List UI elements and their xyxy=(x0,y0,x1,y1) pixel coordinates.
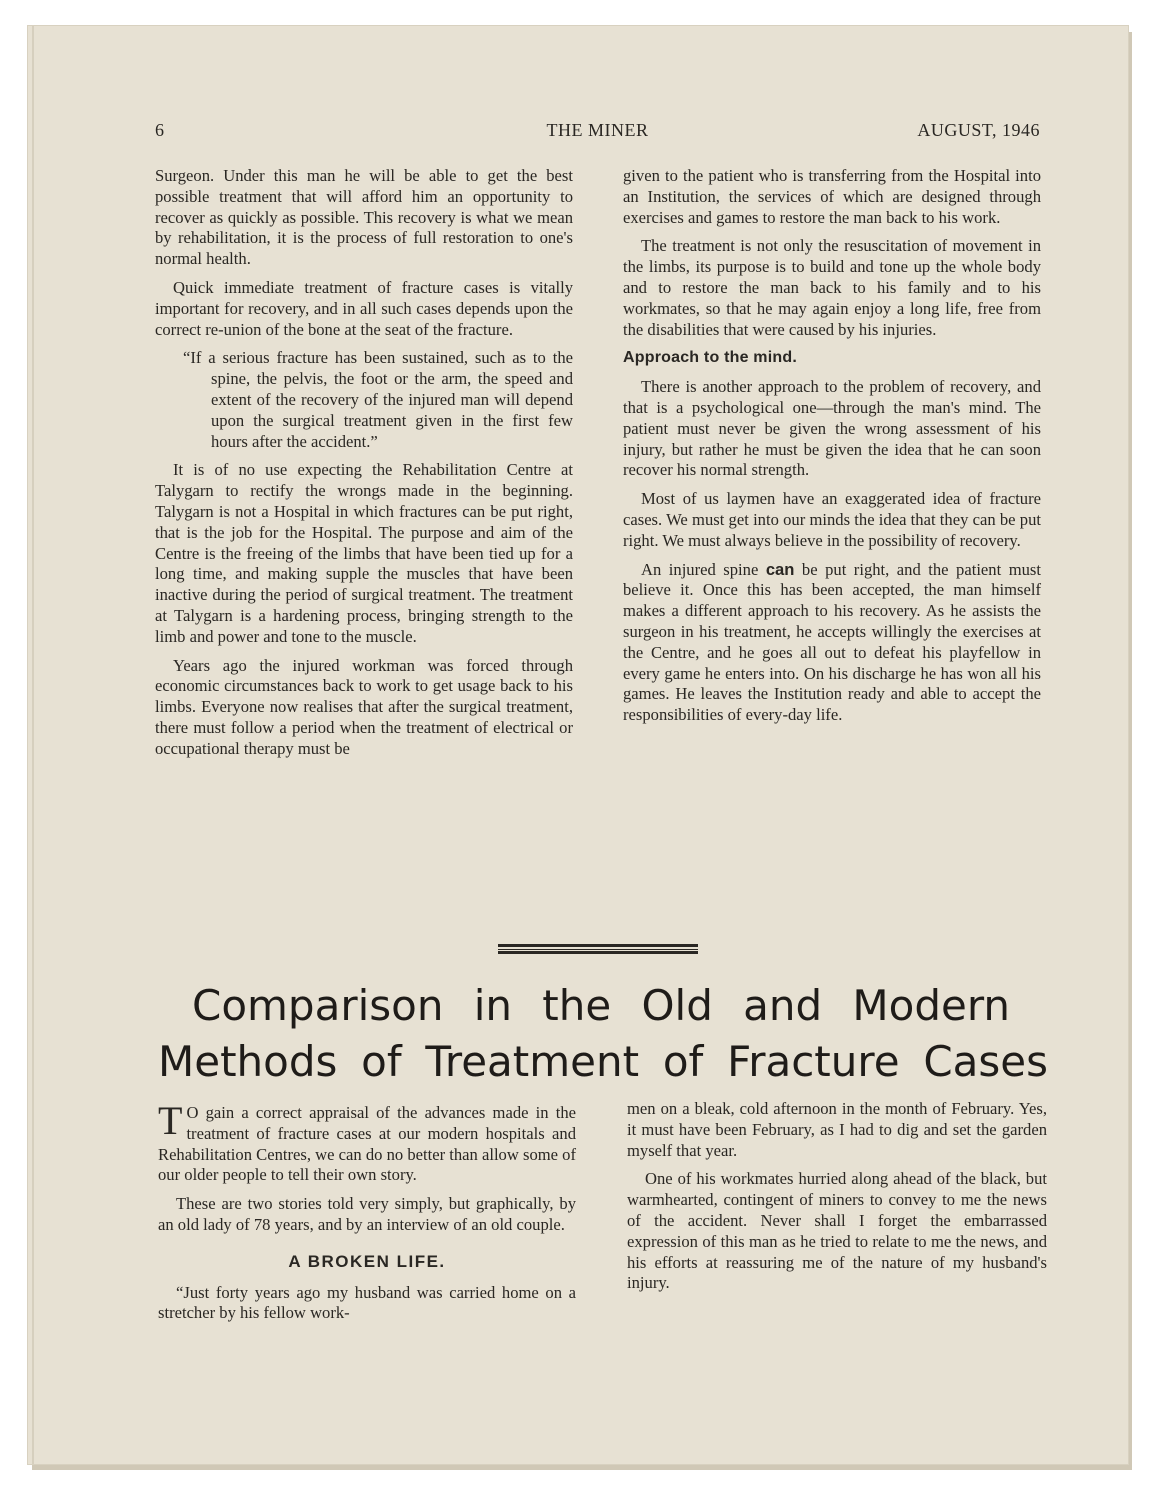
text-run: be put right, and the patient must believe it. Once this has been accepted, the man himself makes a different approach to his recovery. As he assists the surgeon in his treatment, he accepts willingly the exercises at the Centre, and he goes all out to defeat his playfellow in every game he enters into. On his discharge he has won all his games. He leaves the Institution ready and able to accept the responsibilities of every-day life. xyxy=(623,559,1041,725)
subheading: Approach to the mind. xyxy=(623,349,797,367)
paragraph: These are two stories told very simply, but graphically, by an old lady of 78 years, and by an interview of an old couple. xyxy=(158,1194,576,1234)
paragraph: There is another approach to the problem of recovery, and that is a psychological one—through the man's mind. The patient must never be given the wrong assessment of his injury, but rather he must be given the idea that he can soon recover his normal strength. xyxy=(623,377,1041,480)
text-run: O gain a correct appraisal of the advances made in the treatment of fracture cases at our modern hospitals and Rehabilitation Centres, we can do no better than allow some of our older people to tell their own story. xyxy=(158,1103,576,1185)
article2-column-1 xyxy=(158,1098,576,1332)
headline-line-1: Comparison in the Old and Modern xyxy=(192,981,1010,1030)
headline-line-2: Methods of Treatment of Fracture Cases xyxy=(158,1037,1048,1086)
text-run: An injured spine xyxy=(641,559,766,579)
drop-cap: T xyxy=(158,1098,183,1143)
paragraph xyxy=(158,1098,576,1186)
article2-headline xyxy=(158,978,1048,1090)
paragraph: Years ago the injured workman was forced through economic circumstances back to work to get usage back to his limbs. Everyone now realises that after the surgical treatment, there must follow a period when the treatment of electrical or occupational therapy must be xyxy=(155,655,573,758)
paragraph: Most of us laymen have an exaggerated idea of fracture cases. We must get into our minds the idea that they can be put right. We must always believe in the possibility of recovery. xyxy=(623,489,1041,550)
paragraph: The treatment is not only the resuscitation of movement in the limbs, its purpose is to build and tone up the whole body and to restore the man back to his family and to his workmates, so that he may again enjoy a long life, free from the disabilities that were caused by his injuries. xyxy=(623,236,1041,339)
section-heading: A BROKEN LIFE. xyxy=(288,1251,446,1271)
article1-column-1 xyxy=(155,166,573,768)
section-divider xyxy=(498,944,698,954)
running-header xyxy=(155,120,1040,144)
paragraph: Surgeon. Under this man he will be able to get the best possible treatment that will afford him an opportunity to recover as quickly as possible. This recovery is what we mean by rehabilitation, it is the process of full restoration to one's normal health. xyxy=(155,166,573,269)
block-quote: “If a serious fracture has been sustained, such as to the spine, the pelvis, the foot or the arm, the speed and extent of the recovery of the injured man will depend upon the surgical treatment given in the first few hours after the accident.” xyxy=(183,348,573,451)
article1-column-2 xyxy=(623,166,1041,734)
emphasis: can xyxy=(765,559,795,579)
publication-title: THE MINER xyxy=(546,120,649,140)
paragraph: given to the patient who is transferring from the Hospital into an Institution, the services of which are designed through exercises and games to restore the man back to his work. xyxy=(623,166,1041,227)
issue-date: AUGUST, 1946 xyxy=(917,120,1040,140)
paragraph: “Just forty years ago my husband was carried home on a stretcher by his fellow work- xyxy=(158,1282,576,1323)
article2-column-2 xyxy=(627,1099,1047,1302)
paragraph: It is of no use expecting the Rehabilitation Centre at Talygarn to rectify the wrongs made in the beginning. Talygarn is not a Hospital in which fractures can be put right, that is the job for the Hospital. The purpose and aim of the Centre is the freeing of the limbs that have been tied up for a long time, and making supple the muscles that have been inactive during the period of surgical treatment. The treatment at Talygarn is a hardening process, bringing strength to the limb and power and tone to the muscle. xyxy=(155,460,573,646)
paragraph: One of his workmates hurried along ahead of the black, but warmhearted, contingent of miners to convey to me the news of the accident. Never shall I forget the embarrassed expression of this man as he tried to relate to me the news, and his efforts at reassuring me of the nature of my husband's injury. xyxy=(627,1169,1047,1293)
paragraph: Quick immediate treatment of fracture cases is vitally important for recovery, and in all such cases depends upon the correct re-union of the bone at the seat of the fracture. xyxy=(155,277,573,339)
paragraph xyxy=(623,560,1041,726)
page-number: 6 xyxy=(155,120,165,140)
paragraph: men on a bleak, cold afternoon in the month of February. Yes, it must have been February, as I had to dig and set the garden myself that year. xyxy=(627,1099,1047,1160)
